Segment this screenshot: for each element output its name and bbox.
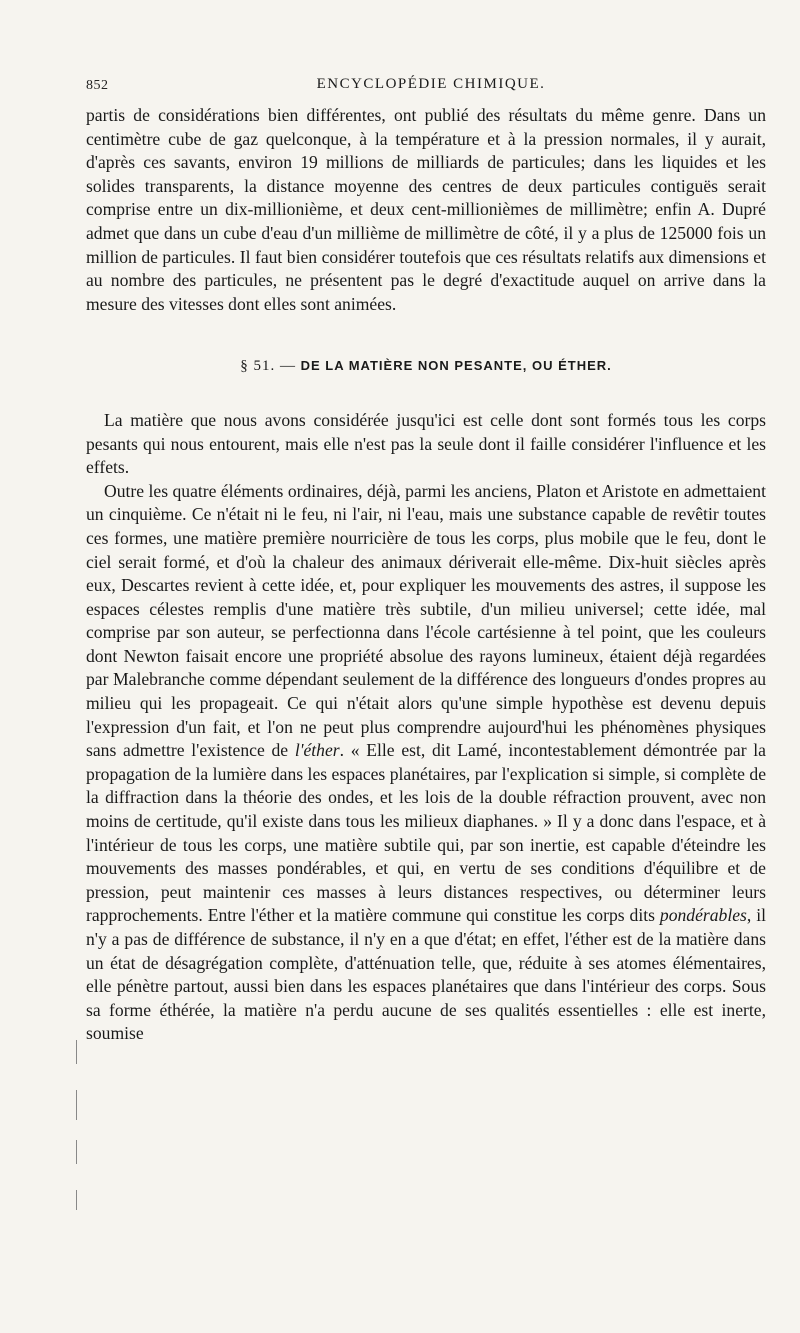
body-text: [86, 104, 766, 1046]
section-number: § 51. —: [240, 358, 296, 375]
paragraph-3: [86, 480, 766, 1046]
page-number: 852: [86, 78, 109, 93]
margin-mark: [76, 1140, 77, 1164]
margin-mark: [76, 1090, 77, 1120]
margin-pencil-marks: [74, 1040, 82, 1240]
paragraph-2: La matière que nous avons considérée jusqu'ici est celle dont sont formés tous les corps pesants qui nous entourent, mais elle n'est pas la seule dont il faille considérer l'influence et les effets.: [86, 409, 766, 478]
margin-mark: [76, 1040, 77, 1064]
paragraph-1: partis de considérations bien différentes, ont publié des résultats du même genre. Dans un centimètre cube de gaz quelconque, à la température et à la pression normales, il y aurait, d'après ces savants, environ 19 millions de milliards de particules; dans les liquides et les solides transparents, la distance moyenne des centres de deux particules contiguës serait comprise entre un dix-millionième, et deux cent-millionièmes de millimètre; enfin A. Dupré admet que dans un cube d'eau d'un millième de millimètre de côté, il y a plus de 125000 fois un million de particules. Il faut bien considérer toutefois que ces résultats relatifs aux dimensions et au nombre des particules, ne présentent pas le degré d'exactitude auquel on arrive dans la mesure des vitesses dont elles sont animées.: [86, 105, 766, 314]
paragraph-3-part-a: Outre les quatre éléments ordinaires, déjà, parmi les anciens, Platon et Aristote en admettaient un cinquième. Ce n'était ni le feu, ni l'air, ni l'eau, mais une substance capable de revêtir toutes ces formes, une matière première nourricière de tous les corps, plus mobile que le feu, dont le ciel serait formé, et d'où la chaleur des animaux dériverait elle-même. Dix-huit siècles après eux, Descartes revient à cette idée, et, pour expliquer les mouvements des astres, il suppose les espaces célestes remplis d'une matière très subtile, d'un milieu universel; cette idée, mal comprise par son auteur, se perfectionna dans l'école cartésienne à tel point, que les couleurs dont Newton faisait encore une propriété absolue des rayons lumineux, étaient déjà regardées par Malebranche comme dépendant seulement de la différence des longueurs d'ondes propres au milieu qui les propageait. Ce qui n'était alors qu'une simple hypothèse est devenu depuis l'expression d'un fait, et l'on ne peut plus comprendre aujourd'hui les phénomènes physiques sans admettre l'existence de: [86, 480, 766, 761]
running-title: ENCYCLOPÉDIE CHIMIQUE.: [316, 76, 546, 92]
italic-ponderables: pondérables: [659, 905, 747, 926]
page-header: [86, 76, 776, 98]
paragraph-3-part-b: . « Elle est, dit Lamé, incontestablement démontrée par la propagation de la lumière dans les espaces planétaires, par l'explication si simple, si complète de la diffraction dans la théorie des ondes, et les lois de la double réfraction prouvent, avec non moins de certitude, qu'il existe dans tous les milieux diaphanes. » Il y a donc dans l'espace, et à l'intérieur de tous les corps, une matière subtile qui, par son inertie, est capable d'éteindre les mouvements des masses pondérables, et qui, en vertu de ses conditions d'équilibre et de pression, peut maintenir ces masses à leurs distances respectives, ou déterminer leurs rapprochements. Entre l'éther et la matière commune qui constitue les corps dits: [86, 740, 766, 926]
section-title: DE LA MATIÈRE NON PESANTE, OU ÉTHER.: [300, 358, 612, 374]
margin-mark: [76, 1190, 77, 1210]
italic-ether: l'éther: [294, 740, 340, 761]
paragraph-3-part-c: , il n'y a pas de différence de substance, il n'y en a que d'état; en effet, l'éther est de la matière dans un état de désagrégation complète, d'atténuation telle, que, réduite à ses atomes élémentaires, elle pénètre partout, aussi bien dans les espaces planétaires que dans l'intérieur des corps. Sous sa forme éthérée, la matière n'a perdu aucune de ses qualités essentielles : elle est inerte, soumise: [86, 905, 767, 1044]
section-heading: [86, 354, 766, 379]
